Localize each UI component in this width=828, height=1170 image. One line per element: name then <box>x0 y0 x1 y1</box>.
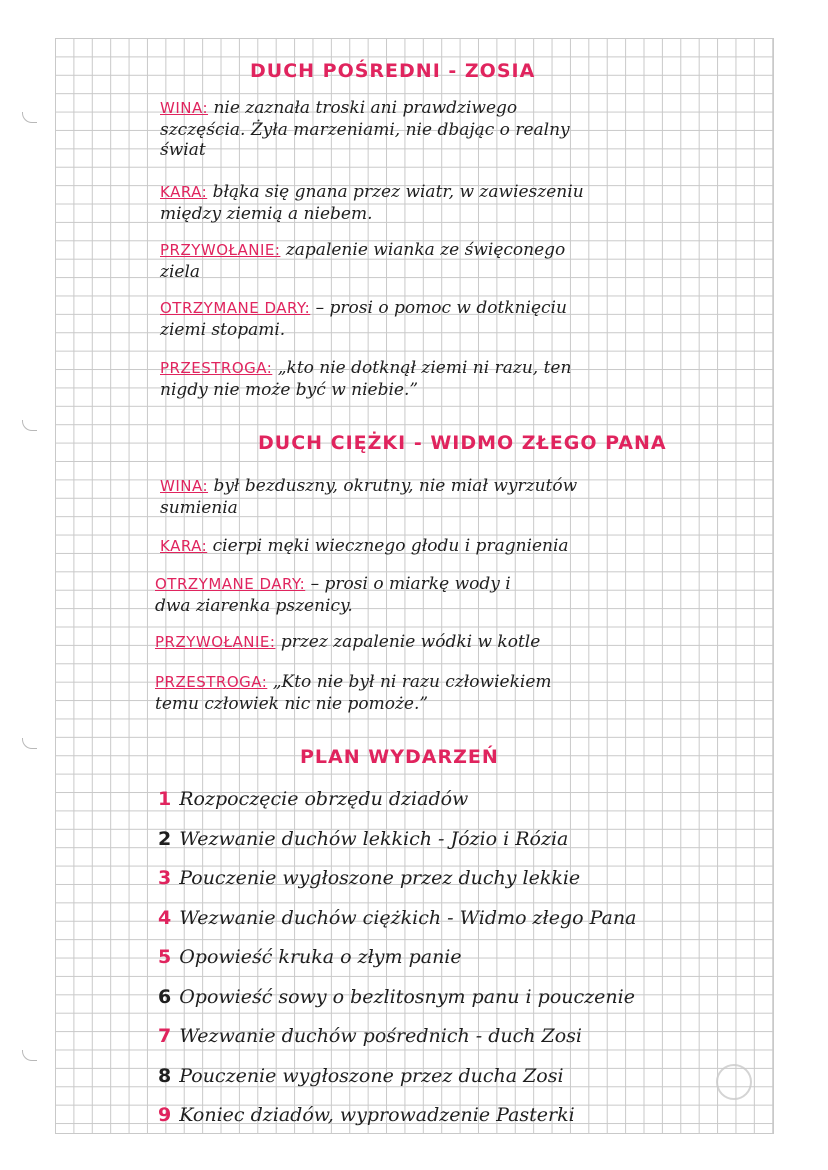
przywolanie-text: zapalenie wianka ze święconego <box>285 240 566 260</box>
wina-label: WINA: <box>160 99 209 117</box>
plan-item <box>158 907 636 929</box>
przestroga-text: „Kto nie był ni razu człowiekiem <box>272 672 552 692</box>
plan-item-number: 5 <box>158 946 172 968</box>
wina-line-3: świat <box>160 140 206 160</box>
przestroga-label: PRZESTROGA: <box>160 359 273 377</box>
plan-item-number: 6 <box>158 985 172 1008</box>
kara-text: błąka się gnana przez wiatr, w zawieszeniu <box>212 182 584 202</box>
plan-item-text: Rozpoczęcie obrzędu dziadów <box>179 788 469 810</box>
wina-line-2: sumienia <box>160 498 238 518</box>
binder-hole-mark <box>22 112 37 123</box>
plan-item-number: 7 <box>158 1025 172 1047</box>
plan-item-text: Wezwanie duchów pośrednich - duch Zosi <box>179 1025 582 1047</box>
plan-item-number: 8 <box>158 1064 172 1087</box>
section-heading-plan: PLAN WYDARZEŃ <box>300 746 499 768</box>
kara-line-2: między ziemią a niebem. <box>160 204 373 224</box>
plan-item <box>158 867 580 889</box>
przestroga-line <box>155 672 552 692</box>
plan-item-number: 4 <box>158 906 172 929</box>
plan-item <box>158 986 635 1008</box>
wina-text: był bezduszny, okrutny, nie miał wyrzutów <box>213 476 578 496</box>
przestroga-line-2: temu człowiek nic nie pomoże.” <box>155 694 429 714</box>
plan-item-text: Wezwanie duchów ciężkich - Widmo złego Pana <box>179 906 637 929</box>
plan-item-text: Koniec dziadów, wyprowadzenie Pasterki <box>179 1104 575 1126</box>
section-heading-duch-ciezki: DUCH CIĘŻKI - WIDMO ZŁEGO PANA <box>258 432 667 454</box>
binder-hole-mark <box>22 738 37 749</box>
plan-item-text: Pouczenie wygłoszone przez ducha Zosi <box>179 1064 564 1087</box>
plan-item <box>158 1065 564 1087</box>
kara-text: cierpi męki wiecznego głodu i pragnienia <box>212 536 569 556</box>
przywolanie-line-2: ziela <box>160 262 201 282</box>
przywolanie-label: PRZYWOŁANIE: <box>160 241 281 259</box>
kara-line <box>160 536 569 556</box>
przestroga-line <box>160 358 571 378</box>
plan-item-text: Opowieść sowy o bezlitosnym panu i pouczenie <box>179 985 635 1008</box>
dary-text: – prosi o pomoc w dotknięciu <box>315 298 567 318</box>
plan-item <box>158 828 568 850</box>
plan-item <box>158 1025 582 1047</box>
przywolanie-line <box>155 632 540 652</box>
dary-line-2: ziemi stopami. <box>160 320 286 340</box>
section-heading-duch-posredni: DUCH POŚREDNI - ZOSIA <box>250 60 536 82</box>
kara-label: KARA: <box>160 183 208 201</box>
dary-label: OTRZYMANE DARY: <box>155 575 306 593</box>
plan-item-text: Opowieść kruka o złym panie <box>179 946 462 968</box>
przywolanie-text: przez zapalenie wódki w kotle <box>280 632 541 652</box>
dary-line-2: dwa ziarenka pszenicy. <box>155 596 353 616</box>
plan-item-number: 1 <box>158 788 172 810</box>
dary-label: OTRZYMANE DARY: <box>160 299 311 317</box>
binder-hole-mark <box>22 1050 37 1061</box>
dary-line <box>160 298 567 318</box>
plan-item-text: Pouczenie wygłoszone przez duchy lekkie <box>179 867 581 889</box>
wina-line <box>160 98 517 118</box>
kara-label: KARA: <box>160 537 208 555</box>
plan-item-number: 3 <box>158 867 172 889</box>
przestroga-line-2: nigdy nie może być w niebie.” <box>160 380 419 400</box>
przywolanie-label: PRZYWOŁANIE: <box>155 633 276 651</box>
przestroga-text: „kto nie dotknął ziemi ni razu, ten <box>277 358 572 378</box>
kara-line <box>160 182 584 202</box>
plan-item-text: Wezwanie duchów lekkich - Józio i Rózia <box>179 827 569 850</box>
plan-item <box>158 946 462 968</box>
przestroga-label: PRZESTROGA: <box>155 673 268 691</box>
wina-line <box>160 476 577 496</box>
binder-hole-mark <box>22 420 37 431</box>
plan-item-number: 9 <box>158 1104 172 1126</box>
globe-watermark-icon <box>716 1064 752 1100</box>
plan-item-number: 2 <box>158 827 172 850</box>
przywolanie-line <box>160 240 565 260</box>
wina-label: WINA: <box>160 477 209 495</box>
plan-item <box>158 1104 575 1126</box>
wina-line-2: szczęścia. Żyła marzeniami, nie dbając o realny <box>160 120 570 140</box>
dary-text: – prosi o miarkę wody i <box>310 574 511 594</box>
plan-item <box>158 788 468 810</box>
dary-line <box>155 574 511 594</box>
wina-text: nie zaznała troski ani prawdziwego <box>213 98 518 118</box>
